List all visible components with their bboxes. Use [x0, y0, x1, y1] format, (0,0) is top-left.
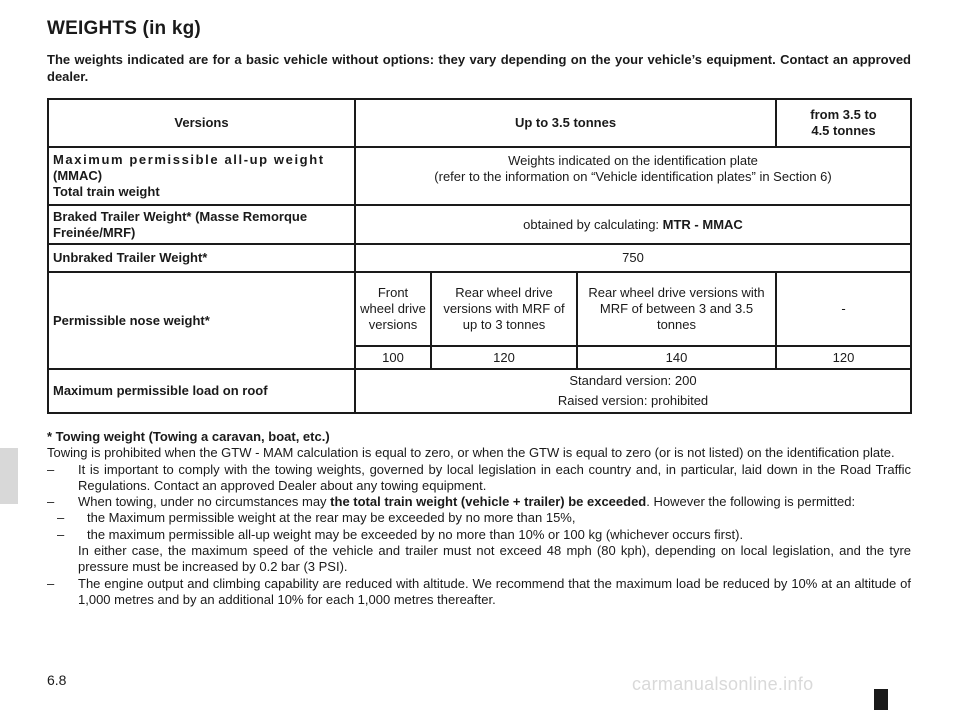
- towing-paragraph: Towing is prohibited when the GTW - MAM calculation is equal to zero, or when the GTW is equal to zero (or is not listed) on the identification plate.: [47, 445, 895, 461]
- label-braked: Braked Trailer Weight* (Masse Remorque Freinée/MRF): [48, 205, 355, 244]
- note-item-legislation: – It is important to comply with the towing weights, governed by local legislation in each country and, in particular, laid down in the Road Traffic Regulations. Contact an approved Dealer about any towing equipment.: [47, 461, 911, 493]
- value-roof-load: Standard version: 200 Raised version: prohibited: [355, 369, 911, 413]
- weights-table: [47, 98, 912, 414]
- corner-mark: [874, 689, 888, 710]
- label-unbraked: Unbraked Trailer Weight*: [48, 244, 355, 272]
- row-mmac: [48, 147, 911, 205]
- note-subitem-all-up-weight: – the maximum permissible all-up weight may be exceeded by no more than 10% or 100 kg (whichever occurs first).: [57, 526, 744, 542]
- nose-value-front: 100: [355, 346, 431, 369]
- towing-heading: * Towing weight (Towing a caravan, boat, etc.): [47, 429, 330, 444]
- row-roof: [48, 369, 911, 413]
- note-item-altitude: – The engine output and climbing capability are reduced with altitude. We recommend that the maximum load be reduced by 10% at an altitude of 1,000 metres and by an additional 10% for each 1,000 metres thereafter.: [47, 575, 911, 607]
- row-nose-headers: [48, 272, 911, 346]
- header-up-to-3-5: Up to 3.5 tonnes: [355, 99, 776, 147]
- note-speed-pressure: In either case, the maximum speed of the vehicle and trailer must not exceed 48 mph (80 kph), depending on local legislation, and the tyre pressure must be increased by 0.2 bar (3 PSI).: [78, 543, 911, 575]
- note-subitem-rear-weight: – the Maximum permissible weight at the rear may be exceeded by no more than 15%,: [57, 510, 576, 526]
- row-unbraked: [48, 244, 911, 272]
- note-item-train-weight: – When towing, under no circumstances may the total train weight (vehicle + trailer) be exceeded. However the following is permitted:: [47, 494, 856, 510]
- nose-value-rear-3-5t: 140: [577, 346, 776, 369]
- value-unbraked: 750: [355, 244, 911, 272]
- header-versions: Versions: [48, 99, 355, 147]
- row-braked: [48, 205, 911, 244]
- intro-text: The weights indicated are for a basic vehicle without options: they vary depending on the your vehicle’s equipment. Contact an approved dealer.: [47, 52, 911, 84]
- nose-value-heavy: 120: [776, 346, 911, 369]
- value-mmac: Weights indicated on the identification plate (refer to the information on “Vehicle identification plates” in Section 6): [355, 147, 911, 205]
- nose-header-front: Front wheel drive versions: [355, 272, 431, 346]
- nose-value-rear-3t: 120: [431, 346, 577, 369]
- page-number: 6.8: [47, 672, 67, 688]
- label-roof-load: Maximum permissible load on roof: [48, 369, 355, 413]
- label-mmac: Maximum permissible all-up weight (MMAC) Total train weight: [48, 147, 355, 205]
- nose-header-rear-3t: Rear wheel drive versions with MRF of up to 3 tonnes: [431, 272, 577, 346]
- towing-notes: [47, 429, 911, 608]
- label-nose-weight: Permissible nose weight*: [48, 272, 355, 369]
- section-tab: [0, 448, 18, 504]
- header-from-3-5: from 3.5 to 4.5 tonnes: [776, 99, 911, 147]
- watermark: carmanualsonline.info: [632, 674, 814, 694]
- nose-header-rear-3-5t: Rear wheel drive versions with MRF of between 3 and 3.5 tonnes: [577, 272, 776, 346]
- table-header-row: [48, 99, 911, 147]
- value-braked: obtained by calculating: MTR - MMAC: [355, 205, 911, 244]
- page-title: WEIGHTS (in kg): [47, 18, 201, 39]
- nose-header-heavy: -: [776, 272, 911, 346]
